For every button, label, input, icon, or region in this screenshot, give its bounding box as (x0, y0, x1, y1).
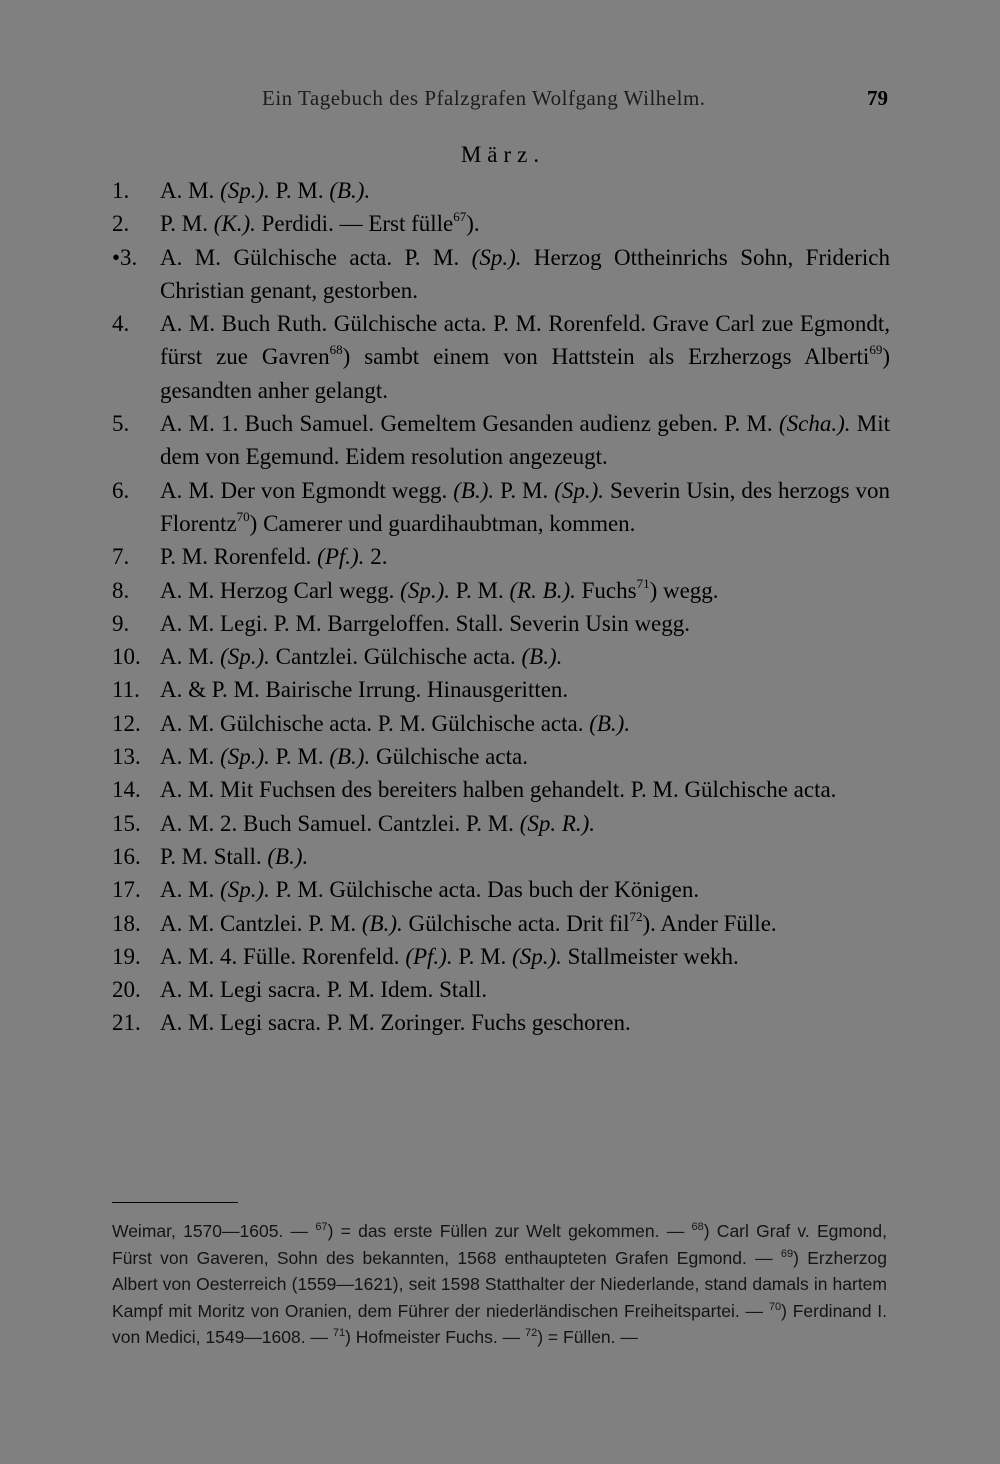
italic-abbrev: (Sp.). (554, 477, 605, 503)
text-run: A. M. Buch Ruth. Gülchische acta. P. M. Rorenfeld. Grave Carl zue Egmondt, fürst zue Gavren (160, 311, 890, 370)
italic-abbrev: (Sp.). (220, 877, 270, 903)
footnote-ref: 70 (768, 1300, 782, 1313)
italic-abbrev: (Pf.). (317, 544, 365, 570)
entry-day-number: 1. (112, 178, 130, 203)
footnote-ref: 72 (629, 908, 643, 924)
page-header (0, 86, 1000, 116)
entry-text (160, 707, 890, 740)
entry-day-number: •3. (112, 244, 138, 270)
diary-entry (112, 640, 890, 673)
italic-abbrev: (Scha.). (778, 411, 851, 437)
text-run: P. M. Gülchische acta. Das buch der Königen. (269, 877, 700, 903)
text-run: Severin Usin, des herzogs von Florentz (160, 477, 890, 536)
text-run: A. M. 1. Buch Samuel. Gemeltem Gesanden audienz geben. P. M. (160, 411, 779, 437)
entry-text (160, 740, 890, 773)
text-run: Gülchische acta. (370, 744, 528, 770)
entry-text (160, 474, 890, 541)
entry-text (160, 174, 890, 207)
entry-text (160, 773, 890, 806)
italic-abbrev: (K.). (213, 211, 256, 237)
entry-text (160, 807, 890, 840)
italic-abbrev: (Sp. R.). (519, 810, 596, 836)
text-run: P. M. (450, 577, 510, 603)
text-run: P. M. (452, 943, 513, 969)
entry-day-number: 6. (112, 477, 130, 503)
entry-day-number: 10. (112, 644, 141, 670)
text-run: ) Carl Graf v. Egmond, Fürst von Gaveren, Sohn des bekannten, 1568 enthaupteten Grafen Egmond. — (112, 1221, 887, 1268)
text-run: Perdidi. — Erst fülle (255, 211, 454, 237)
text-run: P. M. (269, 744, 330, 770)
italic-abbrev: (B.). (361, 910, 403, 936)
footnote-ref: 72 (524, 1327, 538, 1339)
diary-entry (112, 973, 890, 1006)
text-run: ) gesandten anher gelangt. (160, 344, 890, 403)
diary-entry (112, 241, 890, 308)
entry-text (160, 1006, 890, 1039)
text-run: A. M. Gülchische acta. P. M. Gülchische acta. (160, 710, 590, 736)
diary-entry (112, 940, 890, 973)
diary-entry (112, 1006, 890, 1039)
diary-entry (112, 474, 890, 541)
text-run: A. M. (160, 744, 221, 770)
text-run: A. & P. M. Bairische Irrung. Hinausgeritten. (160, 677, 569, 703)
italic-abbrev: (Sp.). (220, 644, 270, 670)
footnote-ref: 68 (329, 342, 343, 358)
entry-text (160, 540, 890, 573)
entry-text (160, 307, 890, 407)
text-run: ). (466, 211, 480, 237)
text-run: Weimar, 1570—1605. — (112, 1221, 316, 1241)
diary-entry (112, 174, 890, 207)
entry-day-number: 4. (112, 311, 130, 337)
month-heading: März. (460, 142, 546, 167)
text-run: P. M. Stall. (160, 843, 268, 869)
footnote-ref: 68 (691, 1221, 704, 1233)
text-run: A. M. Legi sacra. P. M. Idem. Stall. (160, 977, 488, 1003)
text-run: ) wegg. (649, 577, 719, 603)
diary-entry (112, 840, 890, 873)
italic-abbrev: (B.). (589, 710, 631, 736)
diary-entry (112, 540, 890, 573)
text-run: ) Hofmeister Fuchs. — (345, 1327, 525, 1347)
entry-text (160, 607, 890, 640)
entry-day-number: 19. (112, 943, 141, 969)
footnote-ref: 69 (780, 1247, 794, 1260)
footnote-ref: 69 (869, 342, 883, 358)
text-run: Gülchische acta. Drit fil (402, 910, 630, 936)
entry-day-number: 12. (112, 710, 141, 736)
footnote-ref: 71 (332, 1327, 346, 1339)
diary-entry (112, 807, 890, 840)
footnotes (112, 1218, 887, 1351)
entry-day-number: 5. (112, 411, 130, 437)
text-run: A. M. Herzog Carl wegg. (160, 577, 401, 603)
text-run: Mit dem von Egemund. Eidem resolution angezeugt. (160, 411, 890, 470)
text-run: A. M. Der von Egmondt wegg. (160, 477, 454, 503)
entry-text (160, 840, 890, 873)
entry-day-number: 21. (112, 1010, 141, 1036)
footnote-ref: 67 (453, 209, 467, 225)
footnote-ref: 67 (315, 1221, 328, 1233)
italic-abbrev: (B.). (521, 644, 563, 670)
entry-day-number: 9. (112, 610, 130, 636)
text-run: Stallmeister wekh. (561, 943, 739, 969)
entry-text (160, 407, 890, 474)
text-run: P. M. Rorenfeld. (160, 544, 318, 570)
text-run: A. M. Cantzlei. P. M. (160, 910, 362, 936)
italic-abbrev: (Sp.). (512, 943, 562, 969)
entry-text (160, 640, 890, 673)
entry-text (160, 873, 890, 906)
entry-text (160, 207, 890, 240)
italic-abbrev: (Sp.). (220, 178, 270, 203)
text-run: ) Ferdinand I. von Medici, 1549—1608. — (112, 1300, 887, 1347)
text-run: ) sambt einem von Hattstein als Erzherzogs Alberti (342, 344, 870, 370)
entry-day-number: 20. (112, 977, 141, 1003)
text-run: A. M. (160, 178, 221, 203)
diary-entry (112, 740, 890, 773)
running-head: Ein Tagebuch des Pfalzgrafen Wolfgang Wilhelm. (262, 86, 706, 110)
text-run: P. M. (160, 211, 214, 237)
entry-day-number: 2. (112, 211, 130, 237)
text-run: A. M. Mit Fuchsen des bereiters halben gehandelt. P. M. Gülchische acta. (160, 777, 837, 803)
italic-abbrev: (R. B.). (509, 577, 576, 603)
text-run: Herzog Ottheinrichs Sohn, Friderich Christian genant, gestorben. (160, 244, 890, 303)
text-run: ) Erzherzog Albert von Oesterreich (1559—1621), seit 1598 Statthalter der Niederlande, stand damals in hartem Kampf mit Moritz von Oranien, dem Führer der niederländischen Freiheitspartei. — (112, 1247, 887, 1321)
entry-day-number: 11. (112, 677, 140, 703)
diary-entry (112, 707, 890, 740)
text-run: ) Camerer und guardihaubtman, kommen. (249, 510, 636, 536)
entry-day-number: 8. (112, 577, 130, 603)
text-run: ). Ander Fülle. (642, 910, 777, 936)
entry-day-number: 14. (112, 777, 141, 803)
diary-entry (112, 307, 890, 407)
entry-text (160, 973, 890, 1006)
entry-day-number: 18. (112, 910, 141, 936)
entry-day-number: 13. (112, 744, 141, 770)
text-run: 2. (364, 544, 388, 570)
entry-day-number: 17. (112, 877, 141, 903)
diary-entry (112, 207, 890, 240)
page-number: 79 (867, 86, 888, 110)
entry-day-number: 15. (112, 810, 141, 836)
footnote-divider (112, 1202, 238, 1203)
text-run: ) = das erste Füllen zur Welt gekommen. — (327, 1221, 692, 1241)
diary-entry (112, 407, 890, 474)
text-run: Fuchs (575, 577, 637, 603)
diary-entry (112, 773, 890, 806)
diary-entries (112, 174, 890, 1040)
text-run: Cantzlei. Gülchische acta. (269, 644, 522, 670)
text-run: P. M. (269, 178, 330, 203)
text-run: ) = Füllen. — (537, 1327, 638, 1347)
text-run: A. M. Legi. P. M. Barrgeloffen. Stall. Severin Usin wegg. (160, 610, 691, 636)
entry-text (160, 907, 890, 940)
entry-text (160, 574, 890, 607)
diary-entry (112, 907, 890, 940)
diary-entry (112, 673, 890, 706)
italic-abbrev: (B.). (329, 744, 371, 770)
entry-text (160, 673, 890, 706)
text-run: A. M. 2. Buch Samuel. Cantzlei. P. M. (160, 810, 520, 836)
text-run: A. M. (160, 877, 221, 903)
entry-day-number: 16. (112, 843, 141, 869)
entry-text (160, 241, 890, 308)
italic-abbrev: (B.). (267, 843, 309, 869)
text-run: A. M. Legi sacra. P. M. Zoringer. Fuchs geschoren. (160, 1010, 631, 1036)
text-run: A. M. Gülchische acta. P. M. (160, 244, 472, 270)
diary-entry (112, 574, 890, 607)
text-run: A. M. (160, 644, 221, 670)
footnote-ref: 70 (236, 508, 250, 524)
diary-entry (112, 873, 890, 906)
italic-abbrev: (Sp.). (471, 244, 522, 270)
italic-abbrev: (B.). (329, 178, 371, 203)
italic-abbrev: (Sp.). (220, 744, 270, 770)
footnote-ref: 71 (636, 575, 650, 591)
diary-entry (112, 607, 890, 640)
entry-day-number: 7. (112, 544, 130, 570)
italic-abbrev: (Pf.). (405, 943, 453, 969)
text-run: P. M. (494, 477, 555, 503)
entry-text (160, 940, 890, 973)
italic-abbrev: (B.). (453, 477, 495, 503)
italic-abbrev: (Sp.). (400, 577, 450, 603)
text-run: A. M. 4. Fülle. Rorenfeld. (160, 943, 406, 969)
